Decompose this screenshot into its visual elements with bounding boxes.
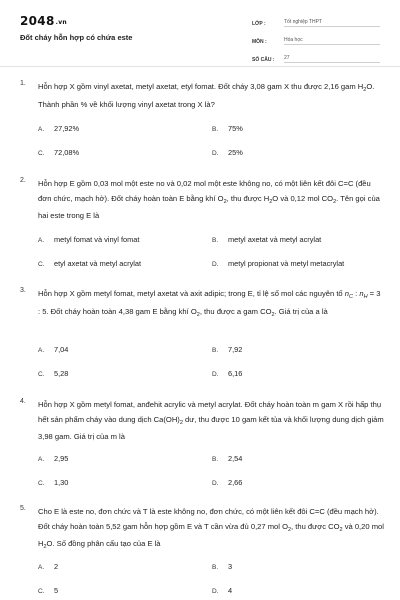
option-a[interactable]: A. 7,04 [38,345,69,354]
question-number: 3. [20,287,26,294]
worksheet-title: Đốt cháy hỗn hợp có chứa este [20,33,133,42]
option-b[interactable]: B. 75% [212,124,243,133]
question-number: 5. [20,505,26,512]
question-text: Hỗn hợp X gồm vinyl axetat, metyl axetat, etyl fomat. Đốt cháy 3,08 gam X thu được 2,16 gam $H_2O$. Thành phần % về khối lượng vinyl axetat trong X là? [38,82,375,109]
option-d[interactable]: D. metyl propionat và metyl metacrylat [212,259,345,268]
meta-count-key: SỐ CÂU : [252,57,275,63]
question-text: Hỗn hợp X gồm metyl fomat, metyl axetat và axit adipic; trong E, tỉ lệ số mol các nguyên tố $n_C$ : $n_H = 3$ : 5. Đốt cháy hoàn toàn 4,38 gam E bằng khí $O_2$, thu được a gam $CO_2$. Giá trị của a là [38,289,381,318]
option-b[interactable]: B. 7,92 [212,345,243,354]
option-b[interactable]: B. metyl axetat và metyl acrylat [212,235,322,244]
option-a[interactable]: A. metyl fomat và vinyl fomat [38,235,140,244]
option-d[interactable]: D. 2,66 [212,478,243,487]
question-text: Cho E là este no, đơn chức và T là este không no, đơn chức, có một liên kết đôi C=C (đều mạch hở). Đốt cháy hoàn toàn 5,52 gam hỗn hợp gồm E và T cần vừa đủ 0,27 mol $O_2$, thu được $CO_2$ và 0,20 mol $H_2O$. Số đồng phân cấu tạo của E là [38,507,384,550]
option-c[interactable]: C. etyl axetat và metyl acrylat [38,259,142,268]
question-text: Hỗn hợp X gồm metyl fomat, anđehit acrylic và metyl acrylat. Đốt cháy hoàn toàn m gam X rồi hấp thụ hết sản phẩm cháy vào dung dịch $Ca(OH)_2$ dư, thu được 10 gam kết tủa và khối lượng dung dịch giảm 3,98 gam. Giá trị của m là [38,400,384,441]
question-text: Hỗn hợp E gồm 0,03 mol một este no và 0,02 mol một este không no, có một liên kết đôi C=C (đều đơn chức, mạch hở). Đốt cháy hoàn toàn E bằng khí $O_2$, thu được $H_2O$ và 0,12 mol $CO_2$. Tên gọi của hai este trong E là [38,179,380,220]
meta-subject-key: MÔN : [252,39,267,45]
meta-class-row [252,15,380,27]
meta-count-row [252,51,380,63]
question-number: 1. [20,80,26,87]
option-a[interactable]: A. 2,95 [38,454,69,463]
option-d[interactable]: D. 25% [212,148,243,157]
question-number: 2. [20,177,26,184]
header [0,0,400,66]
meta-class-key: LỚP : [252,21,266,27]
option-b[interactable]: B. 3 [212,562,233,571]
meta-subject-row [252,33,380,45]
meta-subject-value: Hóa học [284,37,380,45]
worksheet-meta [252,15,380,69]
option-c[interactable]: C. 72,08% [38,148,80,157]
option-d[interactable]: D. 6,16 [212,369,243,378]
option-a[interactable]: A. 2 [38,562,59,571]
option-b[interactable]: B. 2,54 [212,454,243,463]
option-c[interactable]: C. 5 [38,586,59,595]
option-a[interactable]: A. 27,92% [38,124,80,133]
option-d[interactable]: D. 4 [212,586,233,595]
meta-class-value: Tốt nghiệp THPT [284,19,380,27]
site-logo[interactable]: 2048.vn [20,14,67,28]
option-c[interactable]: C. 5,28 [38,369,69,378]
option-c[interactable]: C. 1,30 [38,478,69,487]
header-divider [0,66,400,67]
question-number: 4. [20,398,26,405]
meta-count-value: 27 [284,55,380,63]
